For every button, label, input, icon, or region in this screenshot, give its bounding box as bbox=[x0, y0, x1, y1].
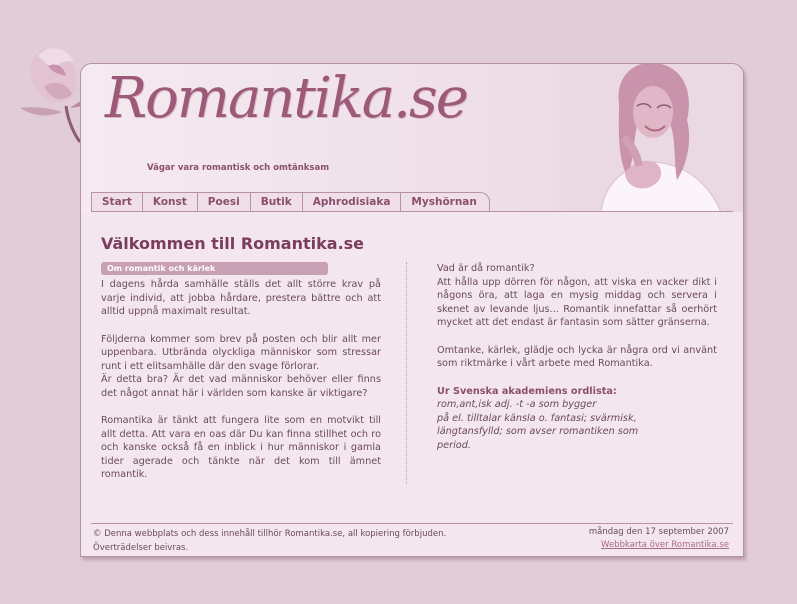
nav-tab-butik[interactable]: Butik bbox=[250, 192, 302, 212]
nav-tab-poesi[interactable]: Poesi bbox=[197, 192, 250, 212]
right-paragraph-1: Att hålla upp dörren för någon, att viska en vacker dikt i någons öra, att laga en mysig middag och servera i skenet av levande ljus... Romantik innefattar så oerhört mycket att det endast är fantasin som sätter gränserna. bbox=[437, 276, 717, 328]
nav-divider bbox=[91, 211, 733, 212]
footer-copyright-block bbox=[93, 527, 513, 555]
left-paragraph-1: I dagens hårda samhälle ställs det allt större krav på varje individ, att jobba hårdare, prestera bättre och att alltid uppnå maximalt resultat. bbox=[101, 279, 381, 317]
left-paragraph-3: Är detta bra? Är det vad människor behöver eller finns det något annat här i världen som kanske är viktigare? bbox=[101, 374, 381, 399]
page-panel bbox=[80, 63, 744, 557]
footer-copyright: © Denna webbplats och dess innehåll tillhör Romantika.se, all kopiering förbjuden. bbox=[93, 529, 447, 539]
main-nav bbox=[91, 191, 490, 212]
woman-photo bbox=[561, 64, 743, 212]
definition-line-3: längtansfylld; som avser romantiken som bbox=[437, 426, 639, 437]
footer-warning: Överträdelser beivras. bbox=[93, 543, 189, 553]
nav-tab-myshornan[interactable]: Myshörnan bbox=[400, 192, 489, 212]
definition-line-2: på el. tilltalar känsla o. fantasi; svärmisk, bbox=[437, 412, 637, 424]
left-paragraph-4: Romantika är tänkt att fungera lite som en motvikt till allt detta. Att vara en oas där Du kan finna stillhet och ro och kanske också få en inblick i hur människor i gamla tider agerade och tänkte när det kom till ämnet romantik. bbox=[101, 415, 381, 480]
left-paragraph-2: Följderna kommer som brev på posten och blir allt mer uppenbara. Utbrända olyckliga människor som stressar runt i ett elitsamhälle där den svage förlorar. bbox=[101, 333, 381, 372]
site-logo[interactable]: Romantika.se bbox=[105, 66, 467, 131]
definition-line-4: period. bbox=[437, 439, 471, 451]
definition-title: Ur Svenska akademiens ordlista: bbox=[437, 385, 617, 397]
column-divider bbox=[406, 262, 407, 484]
nav-tab-aphrodisiaka[interactable]: Aphrodisiaka bbox=[302, 192, 401, 212]
right-question: Vad är då romantik? bbox=[437, 263, 535, 274]
site-header bbox=[81, 64, 743, 212]
section-label: Om romantik och kärlek bbox=[101, 262, 328, 275]
right-column bbox=[437, 262, 717, 452]
definition-line-1: rom,ant,isk adj. -t -a som bygger bbox=[437, 399, 597, 410]
left-column bbox=[101, 278, 381, 496]
footer-date: måndag den 17 september 2007 bbox=[588, 527, 729, 537]
page-title: Välkommen till Romantika.se bbox=[101, 234, 365, 253]
right-paragraph-2: Omtanke, kärlek, glädje och lycka är några ord vi använt som riktmärke i vårt arbete med Romantika. bbox=[437, 344, 717, 369]
nav-tab-start[interactable]: Start bbox=[91, 192, 142, 212]
sitemap-link[interactable]: Webbkarta över Romantika.se bbox=[601, 540, 729, 550]
nav-tab-konst[interactable]: Konst bbox=[142, 192, 197, 212]
site-tagline: Vägar vara romantisk och omtänksam bbox=[147, 163, 330, 173]
footer-divider bbox=[91, 523, 733, 524]
